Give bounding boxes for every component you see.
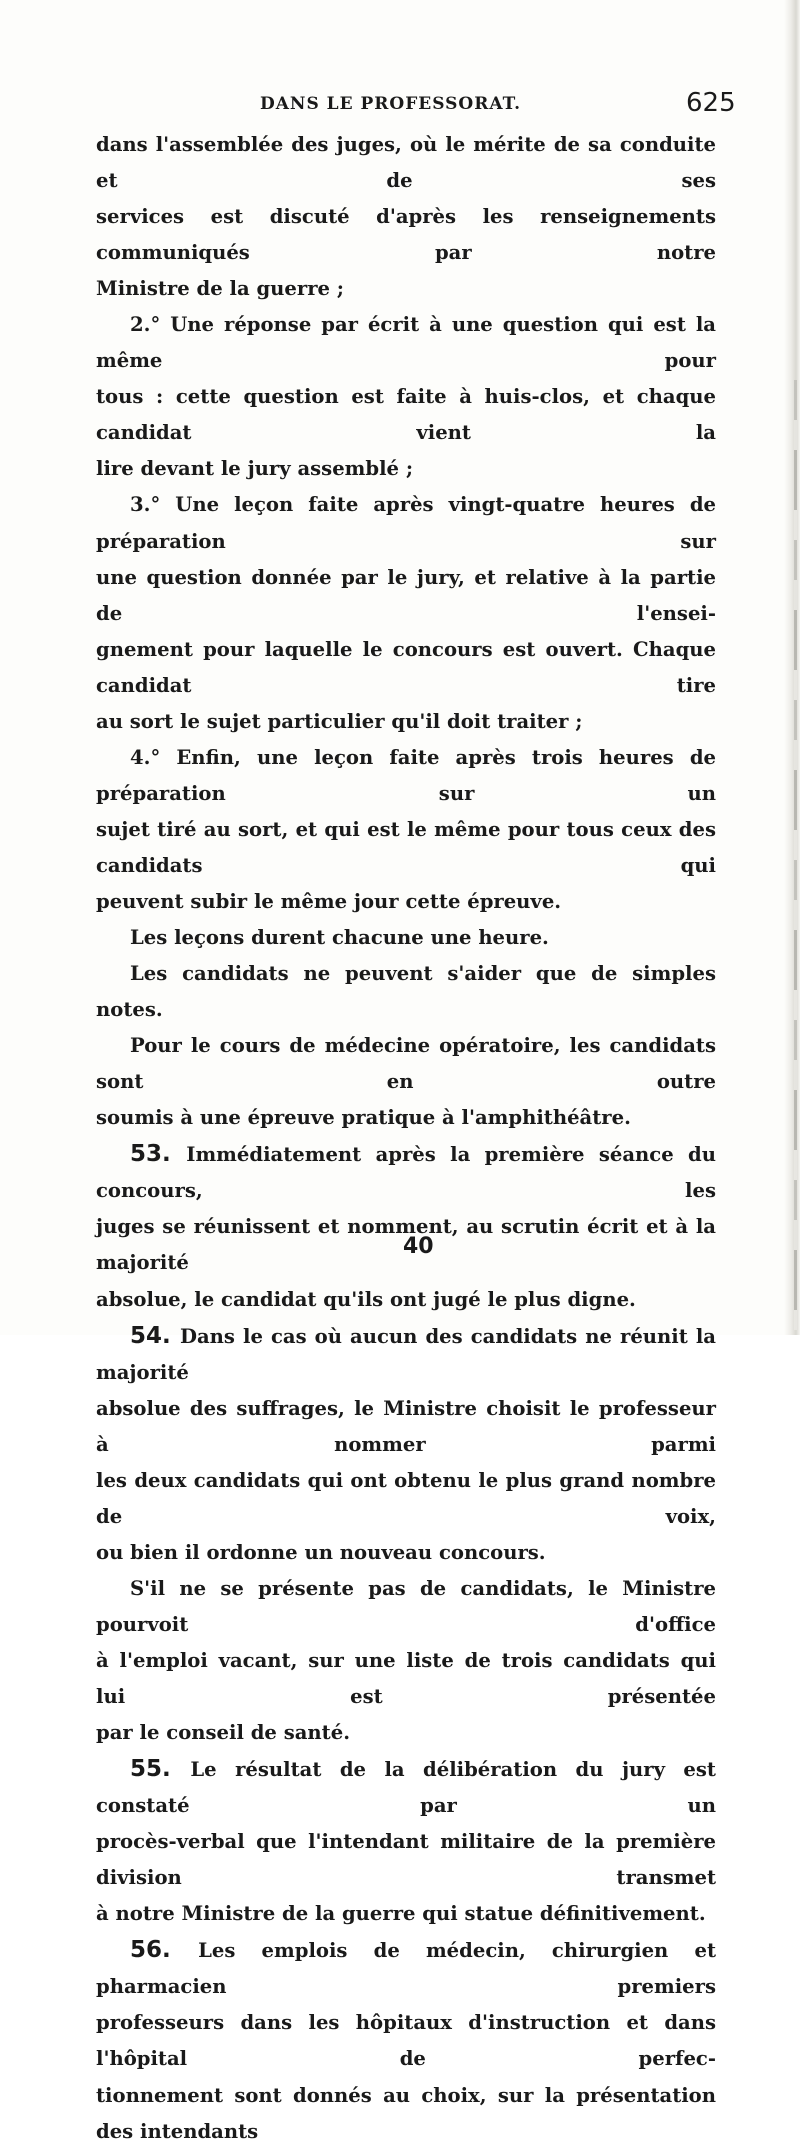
line-text: procès-verbal que l'intendant militaire de la première division transmet: [96, 1830, 716, 1890]
line-text: Immédiatement après la première séance du concours, les: [96, 1143, 716, 1203]
text-line: [96, 1896, 716, 1932]
text-line: [96, 451, 716, 487]
line-text: au sort le sujet particulier qu'il doit traiter ;: [96, 709, 583, 733]
article-number: 53.: [130, 1141, 187, 1168]
page-number: 625: [686, 88, 736, 118]
text-line: [96, 127, 716, 199]
line-text: une question donnée par le jury, et relative à la partie de l'ensei-: [96, 565, 716, 625]
text-line: [96, 307, 716, 379]
line-text: 2.° Une réponse par écrit à une question qui est la même pour: [96, 313, 716, 373]
article-number: 55.: [130, 1756, 191, 1783]
line-text: dans l'assemblée des juges, où le mérite de sa conduite et de ses: [96, 133, 716, 193]
text-line: [96, 704, 716, 740]
line-text: lire devant le jury assemblé ;: [96, 457, 414, 481]
text-line: [96, 1463, 716, 1535]
page-header: [0, 88, 800, 122]
text-line: [96, 1100, 716, 1136]
text-line: [96, 1751, 716, 1824]
running-head: DANS LE PROFESSORAT.: [260, 94, 521, 114]
line-text: Dans le cas où aucun des candidats ne réunit la majorité: [96, 1324, 716, 1384]
line-text: gnement pour laquelle le concours est ouvert. Chaque candidat tire: [96, 637, 716, 697]
text-line: [96, 560, 716, 632]
line-text: absolue, le candidat qu'ils ont jugé le plus digne.: [96, 1287, 636, 1311]
line-text: à notre Ministre de la guerre qui statue définitivement.: [96, 1902, 706, 1926]
line-text: 4.° Enfin, une leçon faite après trois heures de préparation sur un: [96, 745, 716, 805]
line-text: par le conseil de santé.: [96, 1721, 351, 1745]
line-text: juges se réunissent et nomment, au scrutin écrit et à la majorité: [96, 1215, 716, 1275]
body-text: [96, 127, 716, 2150]
line-text: Les candidats ne peuvent s'aider que de simples notes.: [96, 962, 716, 1022]
text-line: [96, 632, 716, 704]
text-line: [96, 740, 716, 812]
line-text: Les leçons durent chacune une heure.: [130, 926, 549, 950]
text-line: [96, 1282, 716, 1318]
text-line: [96, 956, 716, 1028]
line-text: tionnement sont donnés au choix, sur la présentation des intendants: [96, 2083, 716, 2143]
text-line: [96, 1824, 716, 1896]
text-line: [96, 1318, 716, 1391]
line-text: les deux candidats qui ont obtenu le plus grand nombre de voix,: [96, 1468, 716, 1528]
article-number: 56.: [130, 1937, 199, 1964]
text-line: [96, 812, 716, 884]
line-text: professeurs dans les hôpitaux d'instruction et dans l'hôpital de perfec-: [96, 2011, 716, 2071]
line-text: ou bien il ordonne un nouveau concours.: [96, 1540, 546, 1564]
line-text: Ministre de la guerre ;: [96, 277, 345, 301]
text-line: [96, 884, 716, 920]
line-text: tous : cette question est faite à huis-clos, et chaque candidat vient la: [96, 385, 716, 445]
text-line: [96, 487, 716, 559]
line-text: sujet tiré au sort, et qui est le même pour tous ceux des candidats qui: [96, 817, 716, 877]
text-line: [96, 1643, 716, 1715]
text-line: [96, 1715, 716, 1751]
text-line: [96, 1028, 716, 1100]
text-line: [96, 1932, 716, 2005]
line-text: Pour le cours de médecine opératoire, les candidats sont en outre: [96, 1034, 716, 1094]
line-text: peuvent subir le même jour cette épreuve.: [96, 889, 562, 913]
text-line: [96, 199, 716, 271]
line-text: à l'emploi vacant, sur une liste de trois candidats qui lui est présentée: [96, 1648, 716, 1709]
page-edge-lines: [794, 380, 797, 1330]
line-text: services est discuté d'après les renseignements communiqués par notre: [96, 205, 716, 265]
signature-mark: 40: [403, 1234, 434, 1259]
line-text: Le résultat de la délibération du jury est constaté par un: [96, 1758, 716, 1818]
text-line: [96, 920, 716, 956]
text-line: [96, 1391, 716, 1463]
page-edge-shadow: [784, 0, 800, 1335]
line-text: absolue des suffrages, le Ministre choisit le professeur à nommer parmi: [96, 1396, 716, 1456]
line-text: 3.° Une leçon faite après vingt-quatre heures de préparation sur: [96, 493, 716, 553]
text-line: [96, 271, 716, 307]
text-line: [96, 2005, 716, 2077]
text-line: [96, 2078, 716, 2150]
article-number: 54.: [130, 1322, 180, 1349]
text-line: [96, 1571, 716, 1643]
line-text: S'il ne se présente pas de candidats, le Ministre pourvoit d'office: [96, 1576, 716, 1636]
line-text: soumis à une épreuve pratique à l'amphithéâtre.: [96, 1106, 631, 1130]
text-line: [96, 379, 716, 451]
text-line: [96, 1136, 716, 1209]
line-text: Les emplois de médecin, chirurgien et pharmacien premiers: [96, 1939, 716, 1999]
text-line: [96, 1535, 716, 1571]
